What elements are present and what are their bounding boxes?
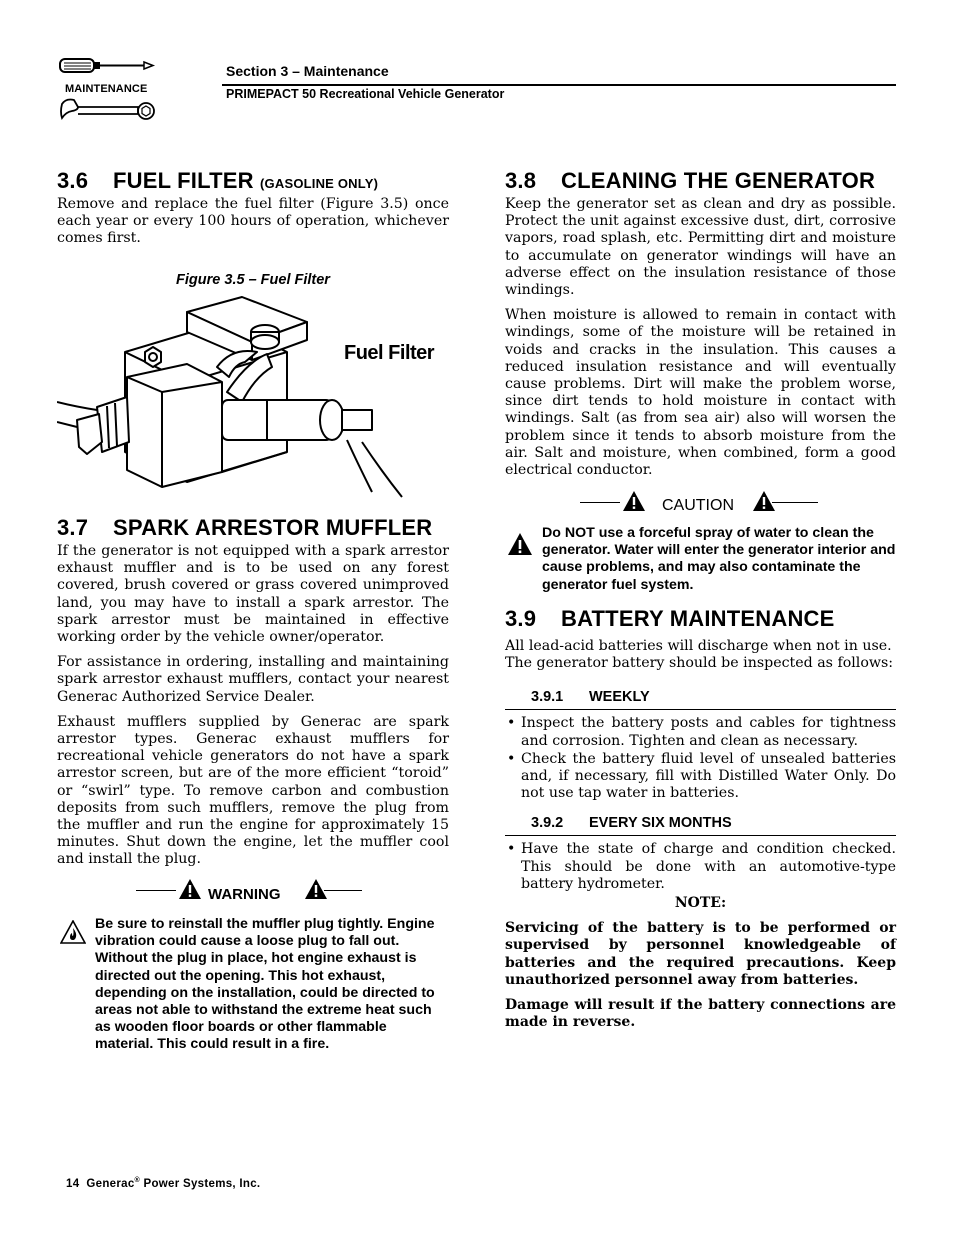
registered-mark: ® [134, 1177, 141, 1184]
section-number: 3.6 [57, 168, 89, 193]
section-number: 3.9 [505, 606, 537, 631]
section-3-7-heading [57, 515, 449, 541]
weekly-rule [505, 709, 896, 710]
caution-banner [580, 488, 820, 518]
subsection-title: WEEKLY [589, 689, 650, 706]
note-label: NOTE: [674, 895, 727, 912]
section-title-text: FUEL FILTER [113, 168, 254, 193]
subsection-number: 3.9.1 [531, 689, 564, 706]
header-rule [222, 84, 896, 86]
section-3-9-heading [505, 606, 896, 632]
spark-arrestor-paragraph-3: Exhaust mufflers supplied by Generac are spark arrestor types. Generac exhaust mufflers for recreational vehicle generators do not have a spark arrestor screen, but are of the more efficient “toroid” or “swirl” type. To remove carbon and combustion deposits from such mufflers, remove the plug from the muffler and run the engine for approximately 15 minutes. Shut down the engine, let the muffler cool and install the plug. [57, 713, 449, 868]
page-number: 14 [66, 1177, 80, 1190]
weekly-list [505, 715, 896, 802]
section-title: Section 3 – Maintenance [226, 63, 389, 79]
cleaning-paragraph-2: When moisture is allowed to remain in contact with windings, some of the moisture will be retained in voids and cracks in the insulation. This causes a reduced insulation resistance and will eventually cause problems. Dirt will make the problem worse, since dirt tends to hold moisture in contact with windings. Salt (as from sea air) also will worsen the problem since it tends to absorb moisture from the air. Salt and moisture, when combined, form a good electrical conductor. [505, 307, 896, 479]
caution-triangle-icon [622, 490, 646, 512]
fuel-filter-figure [57, 292, 449, 504]
cleaning-paragraph-1: Keep the generator set as clean and dry as possible. Protect the unit against excessive dust, dirt, corrosive vapors, road splash, etc. Permitting dirt and moisture to accumulate on generator windings will have an adverse effect on the insulation resistance of those windings. [505, 196, 896, 299]
warning-banner [136, 876, 364, 906]
caution-text: Do NOT use a forceful spray of water to clean the generator. Water will enter the generator interior and cause problems, and may also contaminate the generator fuel system. [542, 525, 896, 593]
section-3-8-heading [505, 168, 896, 194]
note-paragraph-1: Servicing of the battery is to be performed or supervised by personnel knowledgeable of batteries and the required precautions. Keep unauthorized personnel away from batteries. [505, 920, 896, 988]
fuel-filter-illustration [57, 292, 449, 504]
caution-rule-right [772, 502, 818, 503]
document-subtitle: PRIMEPACT 50 Recreational Vehicle Generator [226, 87, 505, 101]
list-item: • Have the state of charge and condition checked. This should be done with an automotive-type battery hydrometer. [505, 841, 896, 893]
section-subtitle-text: (GASOLINE ONLY) [260, 176, 379, 191]
logo-label: MAINTENANCE [65, 83, 148, 95]
warning-rule-right [324, 890, 362, 891]
battery-intro: All lead-acid batteries will discharge when not in use. The generator battery should be inspected as follows: [505, 638, 894, 672]
subsection-number: 3.9.2 [531, 815, 564, 832]
caution-rule-left [580, 502, 620, 503]
caution-label: CAUTION [662, 497, 734, 514]
company-name-rest: Power Systems, Inc. [140, 1177, 261, 1190]
subsection-title: EVERY SIX MONTHS [589, 815, 732, 832]
section-title-text: CLEANING THE GENERATOR [561, 168, 876, 193]
spark-arrestor-paragraph-2: For assistance in ordering, installing and maintaining spark arrestor exhaust mufflers, contact your nearest Generac Authorized Service Dealer. [57, 654, 449, 705]
maintenance-logo [58, 56, 158, 128]
page-footer [66, 1177, 260, 1190]
left-column [57, 168, 449, 288]
right-column [505, 168, 896, 479]
section-title-text: SPARK ARRESTOR MUFFLER [113, 515, 433, 540]
fuel-filter-paragraph: Remove and replace the fuel filter (Figure 3.5) once each year or every 100 hours of operation, whichever comes first. [57, 196, 449, 247]
list-item: • Check the battery fluid level of unsealed batteries and, if necessary, fill with Distilled Water Only. Do not use tap water in batteries. [505, 751, 896, 803]
right-column-2 [505, 606, 896, 1031]
section-number: 3.7 [57, 515, 89, 540]
company-name: Generac [86, 1177, 135, 1190]
warning-rule-left [136, 890, 176, 891]
six-months-rule [505, 835, 896, 836]
spark-arrestor-paragraph-1: If the generator is not equipped with a spark arrestor exhaust muffler and is to be used on any forest covered, brush covered or grass covered unimproved land, you may have to install a spark arrestor. The spark arrestor must be maintained in effective working order by the vehicle owner/operator. [57, 543, 449, 646]
warning-text: Be sure to reinstall the muffler plug tightly. Engine vibration could cause a loose plug to fall out. Without the plug in place, hot engine exhaust is directed out the opening. This hot exhaust, depending on the installation, could be directed to areas not able to withstand the extreme heat such as wooden floor boards or other flammable material. This could result in a fire. [95, 916, 435, 1053]
caution-triangle-icon [752, 490, 776, 512]
figure-label-fuel-filter: Fuel Filter [344, 342, 435, 364]
section-number: 3.8 [505, 168, 537, 193]
warning-triangle-icon [304, 878, 328, 900]
warning-label: WARNING [208, 886, 281, 903]
left-column-2 [57, 515, 449, 869]
six-months-list [505, 841, 896, 893]
section-3-6-heading [57, 168, 449, 194]
section-title-text: BATTERY MAINTENANCE [561, 606, 835, 631]
fire-hazard-icon [60, 920, 86, 944]
caution-exclamation-icon [507, 532, 533, 556]
section-3-9-1-heading [531, 689, 896, 705]
warning-triangle-icon [178, 878, 202, 900]
section-3-9-2-heading [531, 815, 896, 831]
note-paragraph-2: Damage will result if the battery connections are made in reverse. [505, 997, 896, 1031]
figure-caption: Figure 3.5 – Fuel Filter [176, 271, 330, 288]
list-item: • Inspect the battery posts and cables for tightness and corrosion. Tighten and clean as necessary. [505, 715, 896, 749]
